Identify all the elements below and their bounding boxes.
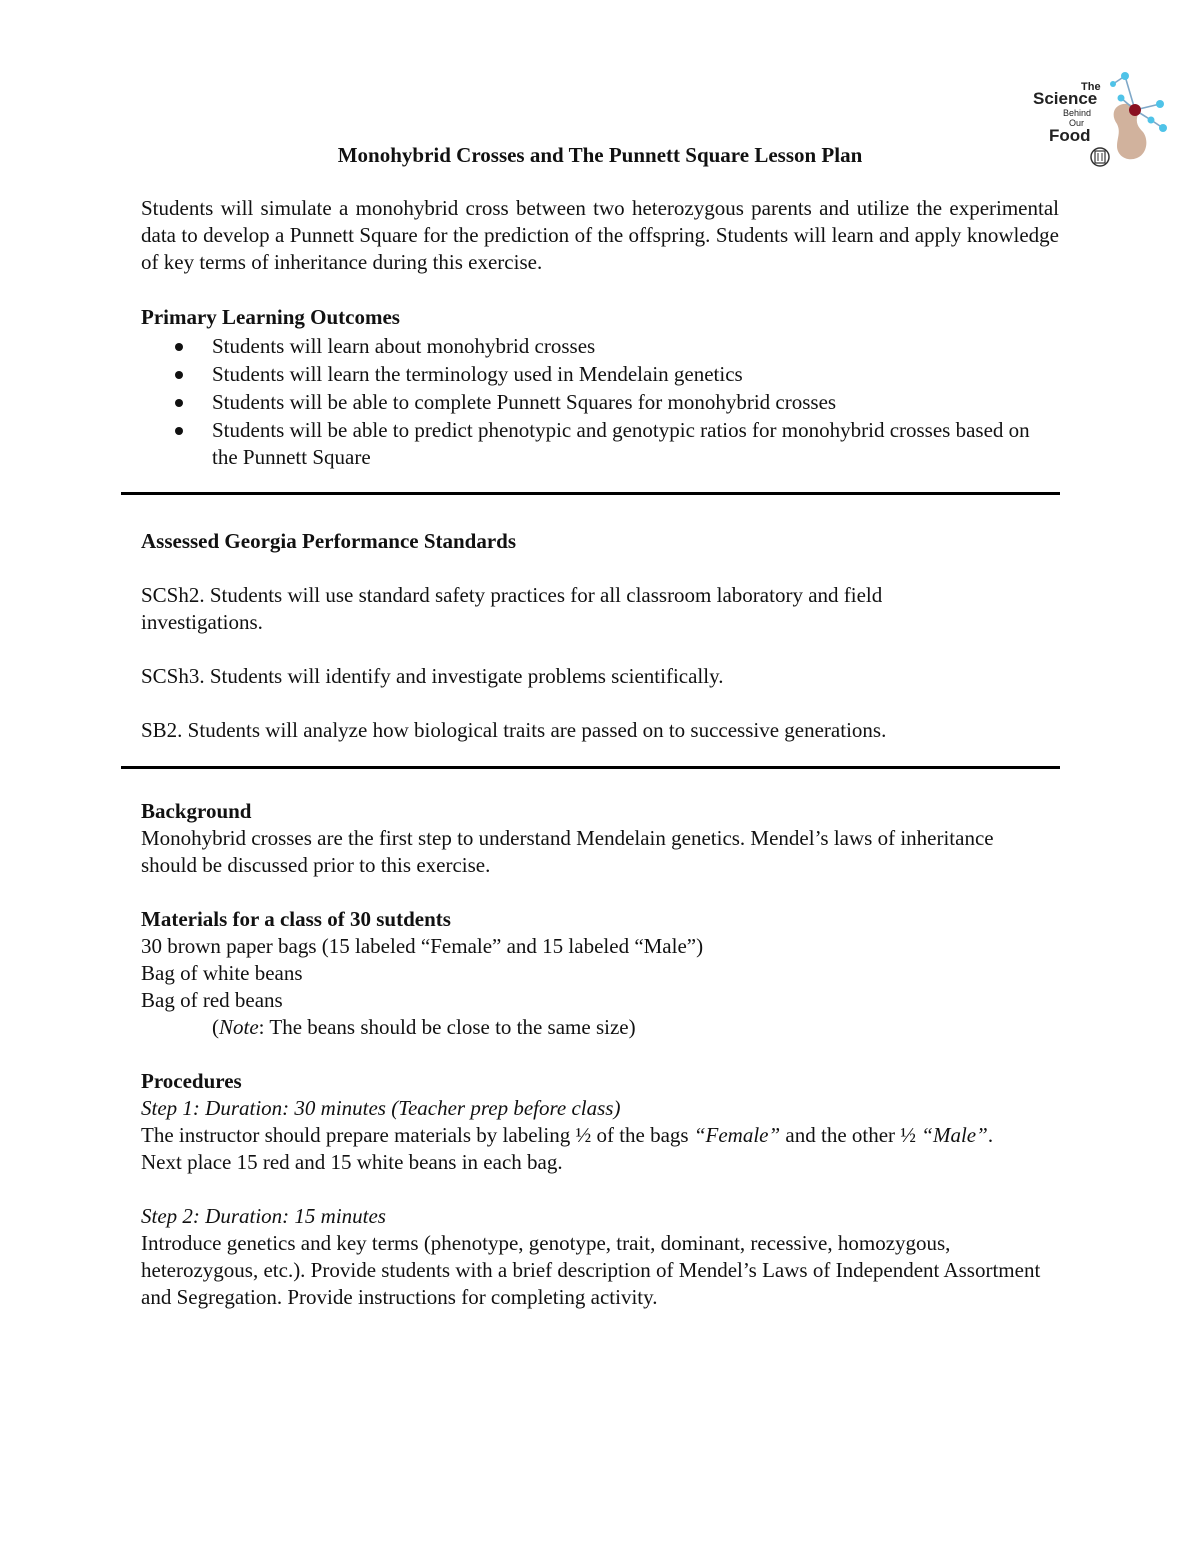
list-item: Students will learn about monohybrid crosses — [141, 333, 1059, 360]
materials-heading: Materials for a class of 30 sutdents — [141, 907, 451, 931]
intro-paragraph: Students will simulate a monohybrid cross between two heterozygous parents and utilize the experimental data to develop a Punnett Square for the prediction of the offspring. Students will learn and apply knowledge of key terms of inheritance during this exercise. — [141, 196, 1059, 274]
bullet-icon — [175, 399, 183, 407]
logo-text-our: Our — [1069, 118, 1085, 128]
materials-item-white-beans: Bag of white beans — [141, 961, 303, 985]
section-divider — [121, 766, 1060, 769]
step1-label: Step 1: Duration: 30 minutes (Teacher prep before class) — [141, 1096, 621, 1120]
outcomes-list — [141, 333, 1059, 471]
materials-item-bags: 30 brown paper bags (15 labeled “Female” and 15 labeled “Male”) — [141, 934, 704, 958]
materials-item-red-beans: Bag of red beans — [141, 988, 283, 1012]
note-label: Note — [219, 1015, 259, 1039]
standard-scsh2: SCSh2. Students will use standard safety practices for all classroom laboratory and field investigations. — [141, 583, 883, 634]
logo-text-the: The — [1081, 81, 1101, 93]
materials-note: (Note: The beans should be close to the same size) — [212, 1015, 636, 1039]
standard-sb2: SB2. Students will analyze how biological traits are passed on to successive generations. — [141, 718, 887, 742]
bullet-icon — [175, 427, 183, 435]
list-item: Students will be able to predict phenotypic and genotypic ratios for monohybrid crosses based on the Punnett Square — [141, 417, 1059, 471]
logo-text-food: Food — [1049, 126, 1091, 145]
outcomes-heading: Primary Learning Outcomes — [141, 305, 400, 329]
list-item: Students will learn the terminology used in Mendelain genetics — [141, 361, 1059, 388]
logo-text-behind: Behind — [1063, 108, 1092, 118]
background-heading: Background — [141, 799, 252, 823]
materials-section — [141, 906, 1059, 1041]
bullet-icon — [175, 343, 183, 351]
background-section — [141, 798, 1059, 879]
step2-label: Step 2: Duration: 15 minutes — [141, 1204, 386, 1228]
step2-text: Introduce genetics and key terms (phenotype, genotype, trait, dominant, recessive, homozygous, heterozygous, etc.). Provide students with a brief description of Mendel’s Laws of Independent Assortment and Segregation. Provide instructions for completing activity. — [141, 1231, 1041, 1309]
logo-text-science: Science — [1033, 89, 1098, 108]
standards-section — [141, 528, 1059, 744]
section-divider — [121, 492, 1060, 495]
document-title: Monohybrid Crosses and The Punnett Square Lesson Plan — [337, 143, 863, 167]
procedures-heading: Procedures — [141, 1069, 242, 1093]
background-text: Monohybrid crosses are the first step to understand Mendelain genetics. Mendel’s laws of inheritance should be discussed prior to this exercise. — [141, 826, 994, 877]
list-item: Students will be able to complete Punnett Squares for monohybrid crosses — [141, 389, 1059, 416]
bullet-icon — [175, 371, 183, 379]
standard-scsh3: SCSh3. Students will identify and investigate problems scientifically. — [141, 664, 724, 688]
outcomes-section — [141, 304, 1059, 471]
molecule-node-dark-icon — [1129, 104, 1141, 116]
procedures-section — [141, 1068, 1059, 1311]
step1-text: The instructor should prepare materials by labeling ½ of the bags “Female” and the other ½ “Male”. Next place 15 red and 15 white beans in each bag. — [141, 1123, 994, 1174]
standards-heading: Assessed Georgia Performance Standards — [141, 529, 517, 553]
